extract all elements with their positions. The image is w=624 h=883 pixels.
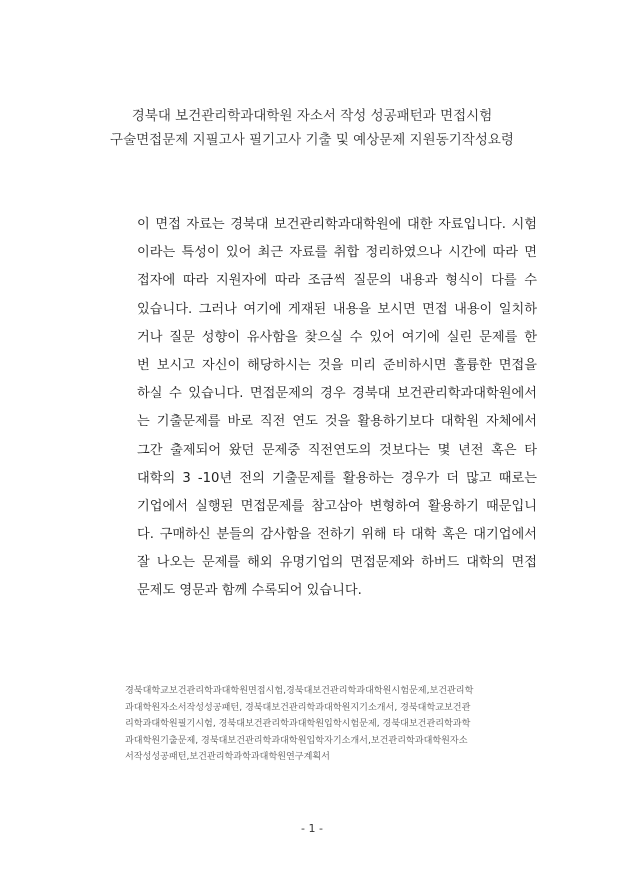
body-line: 다. 구매하신 분들의 감사함을 전하기 위해 타 대학 혹은 대기업에서 <box>137 527 537 543</box>
keyword-line: 서작성성공패턴,보건관리학과학과대학원연구계획서 <box>125 752 330 763</box>
keyword-line: 리학과대학원필기시험, 경북대보건관리학과대학원입학시험문제, 경북대보건관리학과학 <box>125 719 471 730</box>
keyword-line: 과대학원기출문제, 경북대보건관리학과대학원입학자기소개서,보건관리학과대학원자소 <box>125 735 468 746</box>
document-title-line-2: 구술면접문제 지필고사 필기고사 기출 및 예상문제 지원동기작성요령 <box>110 132 514 148</box>
body-paragraph <box>137 211 537 606</box>
body-line: 번 보시고 자신이 해당하시는 것을 미리 준비하시면 훌륭한 면접을 <box>137 357 537 373</box>
body-line: 접자에 따라 지원자에 따라 조금씩 질문의 내용과 형식이 다를 수 <box>137 273 537 289</box>
document-title-line-1: 경북대 보건관리학과대학원 자소서 작성 성공패턴과 면접시험 <box>131 108 493 124</box>
body-line: 기업에서 실행된 면접문제를 참고삼아 변형하여 활용하기 때문입니 <box>137 498 537 514</box>
body-line: 대학의 3 -10년 전의 기출문제를 활용하는 경우가 더 많고 때로는 <box>137 470 537 486</box>
body-line: 거나 질문 성향이 유사함을 찾으실 수 있어 여기에 실린 문제를 한 <box>137 329 537 345</box>
body-line: 그간 출제되어 왔던 문제중 직전연도의 것보다는 몇 년전 혹은 타 <box>137 442 537 458</box>
body-line: 하실 수 있습니다. 면접문제의 경우 경북대 보건관리학과대학원에서 <box>137 386 537 402</box>
body-line: 문제도 영문과 함께 수록되어 있습니다. <box>137 583 362 599</box>
keyword-block <box>125 683 537 766</box>
body-line: 이라는 특성이 있어 최근 자료를 취합 정리하였으나 시간에 따라 면 <box>137 245 537 261</box>
body-line: 잘 나오는 문제를 해외 유명기업의 면접문제와 하버드 대학의 면접 <box>137 555 537 571</box>
keyword-line: 과대학원자소서작성성공패턴, 경북대보건관리학과대학원지기소개서, 경북대학교보건관 <box>125 702 471 713</box>
body-line: 있습니다. 그러나 여기에 게재된 내용을 보시면 면접 내용이 일치하 <box>137 301 537 317</box>
page-number: - 1 - <box>301 822 323 835</box>
body-line: 이 면접 자료는 경북대 보건관리학과대학원에 대한 자료입니다. 시험 <box>137 217 537 232</box>
keyword-line: 경북대학교보건관리학과대학원면접시험,경북대보건관리학과대학원시험문제,보건관리학 <box>125 686 474 696</box>
body-line: 는 기출문제를 바로 직전 연도 것을 활용하기보다 대학원 자체에서 <box>137 414 537 430</box>
